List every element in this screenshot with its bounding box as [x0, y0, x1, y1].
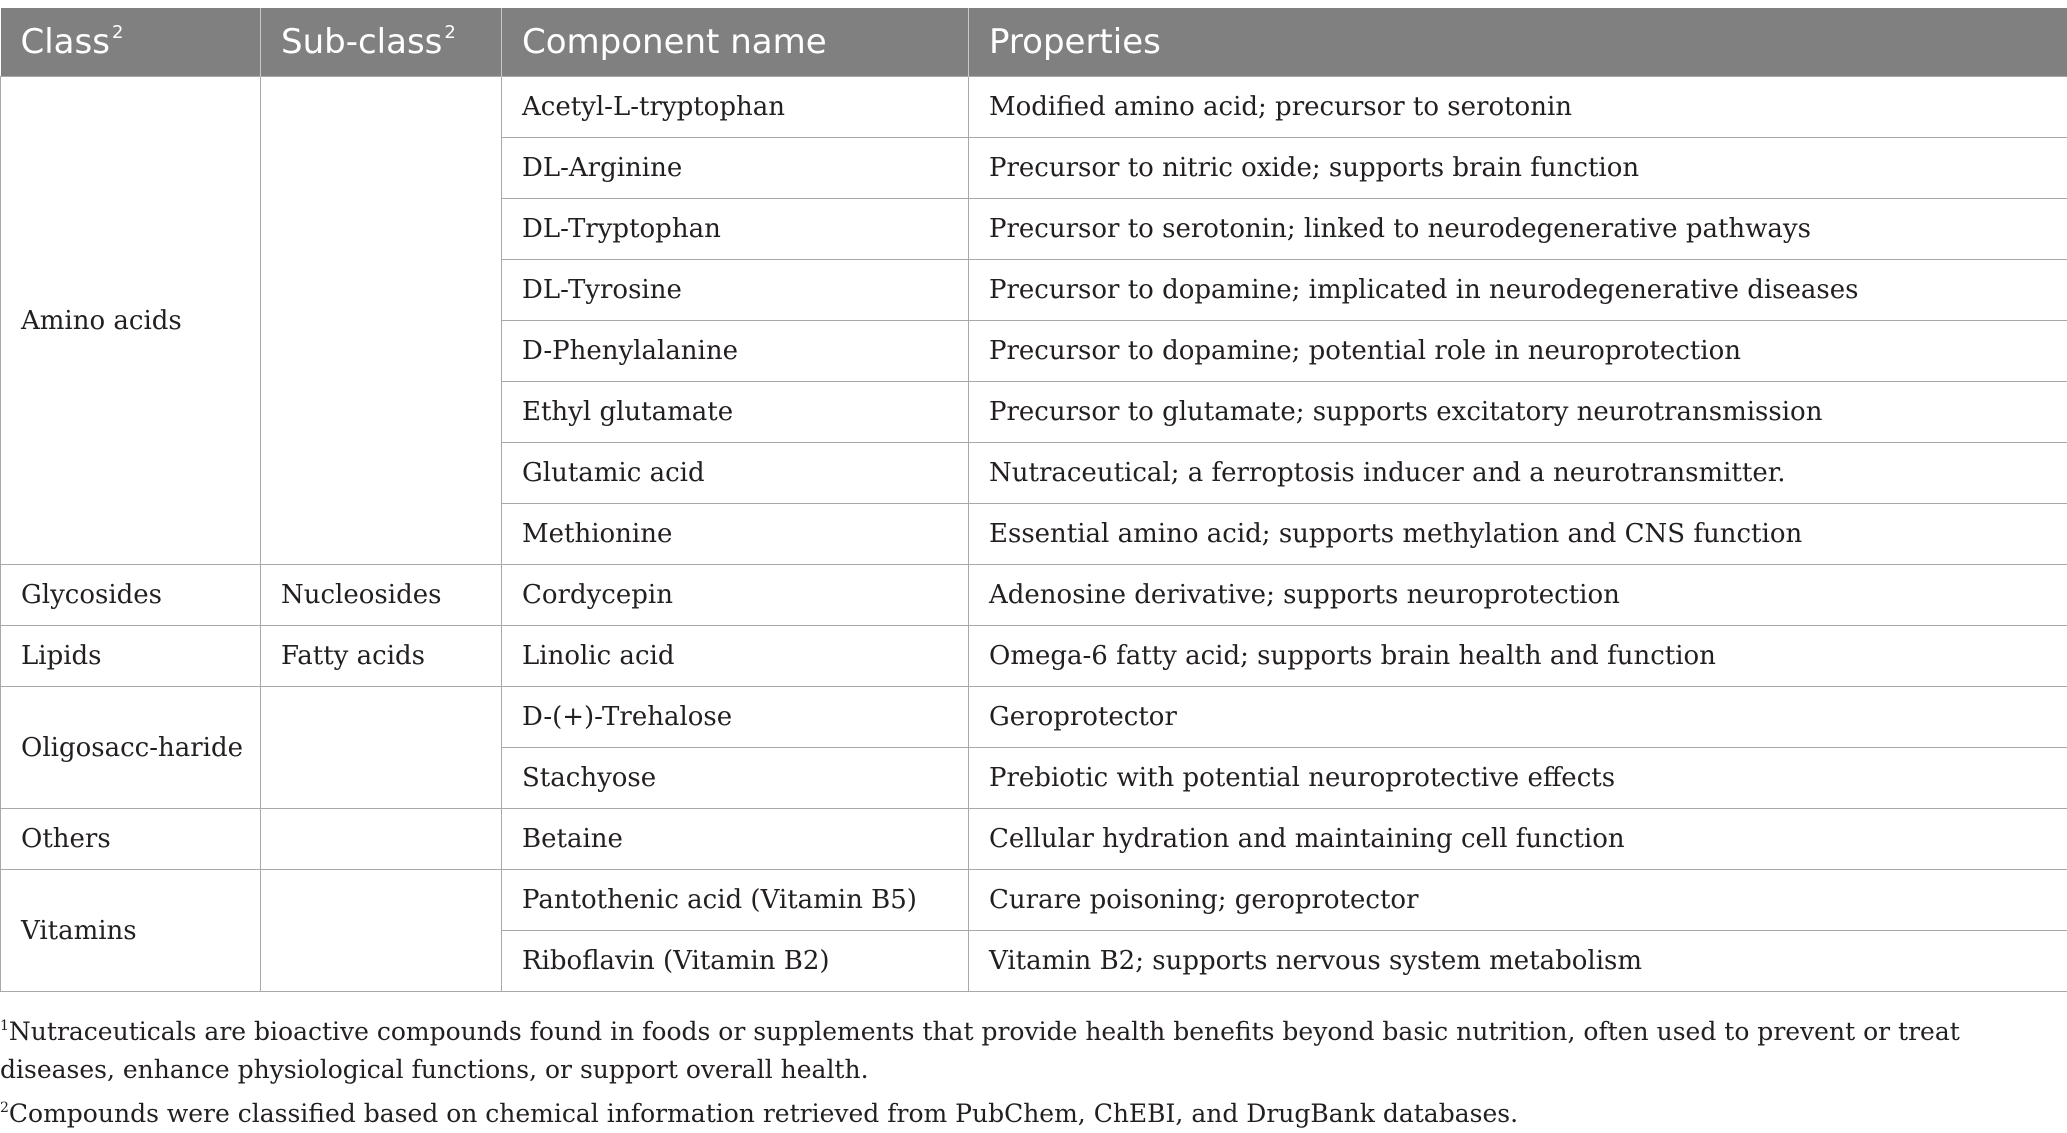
- properties-cell: Curare poisoning; geroprotector: [969, 870, 2067, 931]
- properties-cell: Geroprotector: [969, 687, 2067, 748]
- component-cell: Cordycepin: [502, 565, 969, 626]
- subclass-cell: Nucleosides: [261, 565, 502, 626]
- subclass-cell: [261, 809, 502, 870]
- properties-cell: Nutraceutical; a ferroptosis inducer and a neurotransmitter.: [969, 443, 2067, 504]
- component-cell: Linolic acid: [502, 626, 969, 687]
- footnote-text: Nutraceuticals are bioactive compounds found in foods or supplements that provide health benefits beyond basic nutrition, often used to prevent or treat diseases, enhance physiological functions, or support overall health.: [0, 1017, 1960, 1084]
- class-cell: Vitamins: [1, 870, 261, 992]
- footnotes: [0, 1007, 2060, 1133]
- table-row: [1, 626, 2067, 687]
- header-subclass: Sub-class $^2$: [261, 8, 502, 77]
- properties-cell: Precursor to serotonin; linked to neurodegenerative pathways: [969, 199, 2067, 260]
- component-cell: DL-Arginine: [502, 138, 969, 199]
- component-cell: DL-Tyrosine: [502, 260, 969, 321]
- class-cell: Lipids: [1, 626, 261, 687]
- header-class: Class $^2$: [1, 8, 261, 77]
- subclass-cell: [261, 870, 502, 992]
- footnote-1: [0, 1007, 2060, 1089]
- component-cell: Pantothenic acid (Vitamin B5): [502, 870, 969, 931]
- properties-cell: Vitamin B2; supports nervous system metabolism: [969, 931, 2067, 992]
- table-container: [0, 8, 2067, 992]
- properties-cell: Precursor to glutamate; supports excitatory neurotransmission: [969, 382, 2067, 443]
- footnote-marker: 2: [0, 1100, 9, 1116]
- properties-cell: Precursor to dopamine; potential role in neuroprotection: [969, 321, 2067, 382]
- properties-cell: Essential amino acid; supports methylation and CNS function: [969, 504, 2067, 565]
- properties-cell: Modified amino acid; precursor to serotonin: [969, 77, 2067, 138]
- properties-cell: Cellular hydration and maintaining cell function: [969, 809, 2067, 870]
- component-cell: Betaine: [502, 809, 969, 870]
- component-cell: Glutamic acid: [502, 443, 969, 504]
- class-cell: Oligosacc-haride: [1, 687, 261, 809]
- subclass-cell: Fatty acids: [261, 626, 502, 687]
- class-cell: Glycosides: [1, 565, 261, 626]
- component-cell: Stachyose: [502, 748, 969, 809]
- component-cell: D-(+)-Trehalose: [502, 687, 969, 748]
- table-row: [1, 870, 2067, 931]
- header-component-name: Component name: [502, 8, 969, 77]
- footnote-text: Compounds were classified based on chemical information retrieved from PubChem, ChEBI, and DrugBank databases.: [9, 1099, 1518, 1128]
- table-row: [1, 809, 2067, 870]
- properties-cell: Precursor to dopamine; implicated in neurodegenerative diseases: [969, 260, 2067, 321]
- footnote-2: [0, 1089, 2060, 1133]
- component-cell: Riboflavin (Vitamin B2): [502, 931, 969, 992]
- header-properties: Properties: [969, 8, 2067, 77]
- properties-cell: Prebiotic with potential neuroprotective effects: [969, 748, 2067, 809]
- table-row: [1, 687, 2067, 748]
- properties-cell: Omega-6 fatty acid; supports brain health and function: [969, 626, 2067, 687]
- component-cell: Ethyl glutamate: [502, 382, 969, 443]
- footnote-marker: 1: [0, 1018, 9, 1034]
- table-row: [1, 565, 2067, 626]
- header-row: [1, 8, 2067, 77]
- component-cell: Acetyl-L-tryptophan: [502, 77, 969, 138]
- nutraceutical-table: [0, 8, 2067, 992]
- component-cell: DL-Tryptophan: [502, 199, 969, 260]
- class-cell: Others: [1, 809, 261, 870]
- class-cell: Amino acids: [1, 77, 261, 565]
- subclass-cell: [261, 687, 502, 809]
- component-cell: Methionine: [502, 504, 969, 565]
- properties-cell: Adenosine derivative; supports neuroprotection: [969, 565, 2067, 626]
- table-row: [1, 77, 2067, 138]
- component-cell: D-Phenylalanine: [502, 321, 969, 382]
- properties-cell: Precursor to nitric oxide; supports brain function: [969, 138, 2067, 199]
- subclass-cell: [261, 77, 502, 565]
